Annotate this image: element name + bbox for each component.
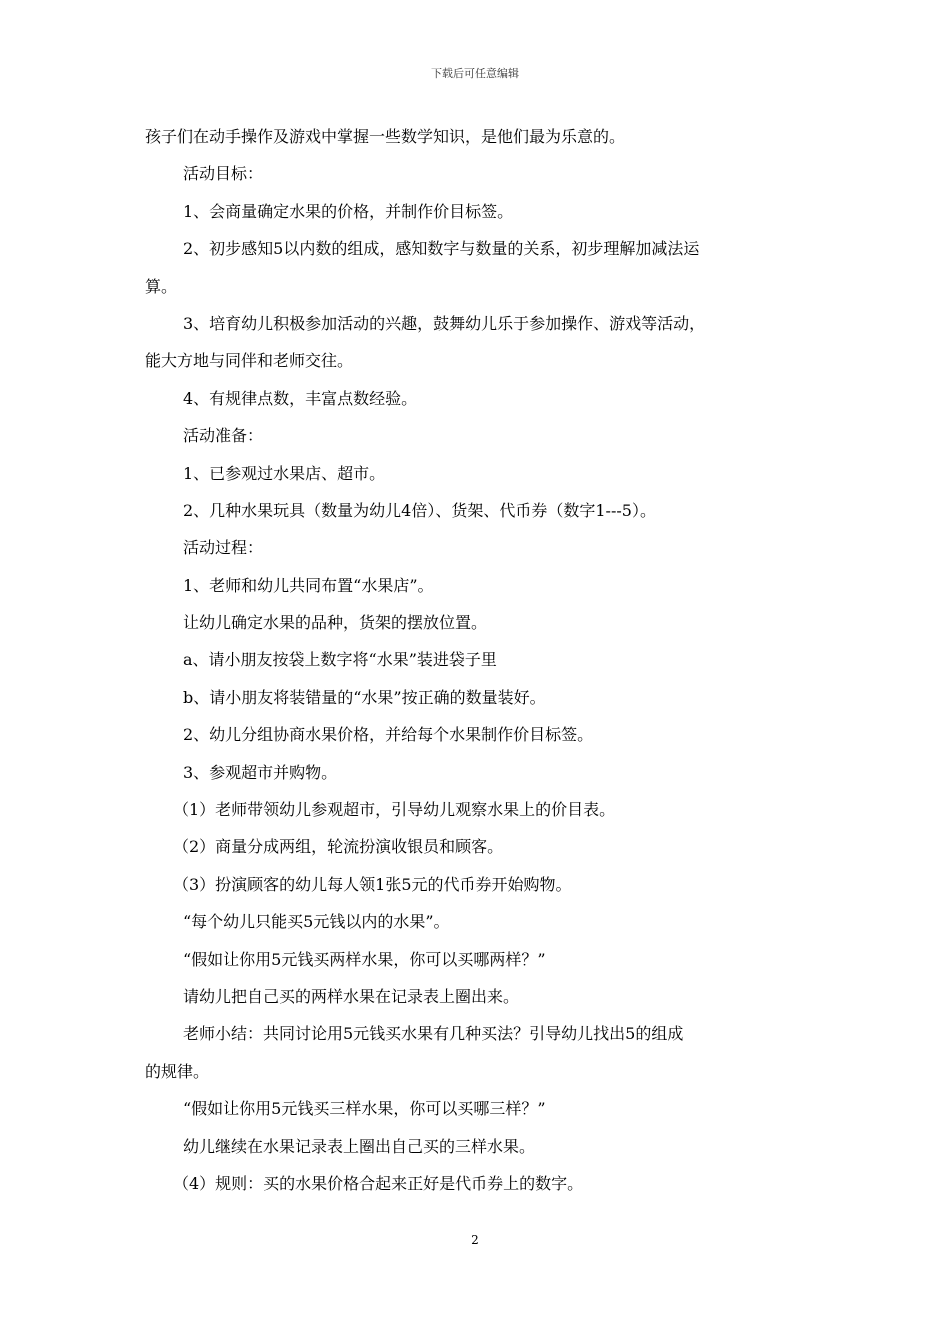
paragraph-line: a、请小朋友按袋上数字将“水果”装进袋子里 <box>183 650 497 670</box>
paragraph-line: 的规律。 <box>145 1061 210 1081</box>
paragraph-line: 能大方地与同伴和老师交往。 <box>145 351 354 371</box>
paragraph-line: （2）商量分成两组，轮流扮演收银员和顾客。 <box>173 837 504 857</box>
paragraph-line: 算。 <box>145 276 178 296</box>
paragraph-line: 3、参观超市并购物。 <box>183 762 338 782</box>
paragraph-line: （4）规则：买的水果价格合起来正好是代币券上的数字。 <box>173 1173 584 1193</box>
page-header: 下载后可任意编辑 <box>431 67 519 80</box>
paragraph-line: 1、老师和幼儿共同布置“水果店”。 <box>183 575 434 595</box>
paragraph-line: 2、几种水果玩具（数量为幼儿4倍）、货架、代币券（数字1---5）。 <box>183 500 656 520</box>
paragraph-line: 2、幼儿分组协商水果价格，并给每个水果制作价目标签。 <box>183 725 594 745</box>
section-heading-goals: 活动目标： <box>183 164 264 184</box>
paragraph-line: 幼儿继续在水果记录表上圈出自己买的三样水果。 <box>183 1136 536 1156</box>
paragraph-line: b、请小朋友将装错量的“水果”按正确的数量装好。 <box>183 687 546 707</box>
paragraph-line: 3、培育幼儿积极参加活动的兴趣，鼓舞幼儿乐于参加操作、游戏等活动， <box>183 313 706 333</box>
section-heading-process: 活动过程： <box>183 538 264 558</box>
section-heading-preparation: 活动准备： <box>183 426 264 446</box>
paragraph-line: “假如让你用5元钱买两样水果，你可以买哪两样？” <box>183 949 546 969</box>
document-body <box>145 118 810 1202</box>
paragraph-line: 4、有规律点数，丰富点数经验。 <box>183 388 418 408</box>
paragraph-line: （1）老师带领幼儿参观超市，引导幼儿观察水果上的价目表。 <box>173 800 616 820</box>
paragraph-line: 2、初步感知5以内数的组成，感知数字与数量的关系，初步理解加减法运 <box>183 239 700 259</box>
page-number: 2 <box>471 1233 479 1247</box>
paragraph-line: “假如让你用5元钱买三样水果，你可以买哪三样？” <box>183 1099 546 1119</box>
paragraph-line: 让幼儿确定水果的品种，货架的摆放位置。 <box>183 613 488 633</box>
paragraph-line: 请幼儿把自己买的两样水果在记录表上圈出来。 <box>183 986 520 1006</box>
paragraph-line: 1、会商量确定水果的价格，并制作价目标签。 <box>183 201 514 221</box>
paragraph-line: 1、已参观过水果店、超市。 <box>183 463 386 483</box>
paragraph-line: 老师小结：共同讨论用5元钱买水果有几种买法？引导幼儿找出5的组成 <box>183 1024 684 1044</box>
paragraph-line: 孩子们在动手操作及游戏中掌握一些数学知识，是他们最为乐意的。 <box>145 127 626 146</box>
paragraph-line: （3）扮演顾客的幼儿每人领1张5元的代币券开始购物。 <box>173 874 572 894</box>
paragraph-line: “每个幼儿只能买5元钱以内的水果”。 <box>183 912 450 932</box>
